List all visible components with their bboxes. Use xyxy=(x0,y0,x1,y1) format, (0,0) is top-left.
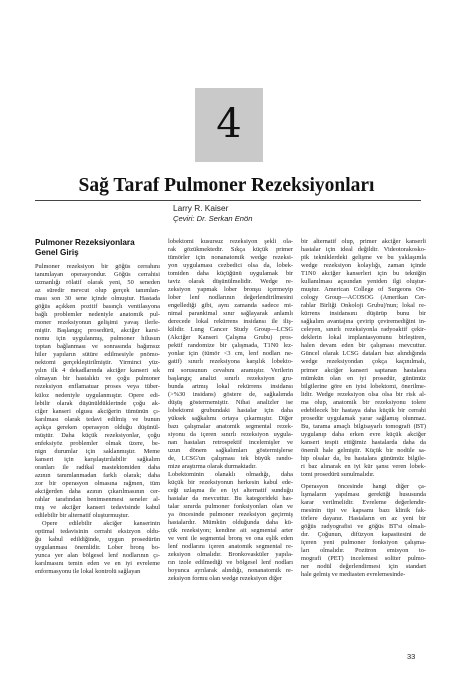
text-line: tomiden daha küçüğünü uygulamak bir xyxy=(168,270,293,278)
text-line: enfeksiyöz problemler olmak üzere, be- xyxy=(35,439,160,447)
text-line: (>%30 insidans) göstere de, sağkalımda xyxy=(168,390,293,398)
text-line: kanseri için karşılaştırılabilir sağkalım xyxy=(35,455,160,463)
text-line: lenf nodlarını içeren anatomik segmental re- xyxy=(168,543,293,551)
text-line: ma olup, anatomik bir rezeksiyonu tolere xyxy=(301,398,426,406)
text-line: ve veni ile segmental bronş ve ona eşlik eden xyxy=(168,535,293,543)
text-line: törlere dayanır. Hastaların en az yeni bir xyxy=(301,515,426,523)
text-line: lobektomi grubundaki hastalar için daha xyxy=(168,406,293,414)
text-line: ner nodül değerlendirmesi için standart xyxy=(301,563,426,571)
page-number: 33 xyxy=(407,652,416,661)
section-heading: Pulmoner Rezeksiyonlara xyxy=(35,238,135,247)
text-line: uygulanması önemlidir. Lober bronş bo- xyxy=(35,544,160,552)
text-line: akciğerden daha azının çıkarılmasının cer- xyxy=(35,487,160,495)
text-line: pik tekniklerdeki gelişme ve bu yaklaşımla xyxy=(301,254,426,262)
text-line: rahlar tarafından benimsenmesi seneler al- xyxy=(35,495,160,503)
text-line: zeksiyon yapmak lober bronşu içermeyip xyxy=(168,286,293,294)
text-line: edilebilir bir alternatif oluşturmuştur. xyxy=(35,511,130,519)
text-line: mi sorusunun cevabını aramıştır. Verilerin xyxy=(168,366,293,374)
chapter-number: 4 xyxy=(216,101,242,147)
text-line: lidir. Wedge rezeksiyon olsa olsa bir risk al- xyxy=(301,390,426,398)
text-line: enformasyonu ile lokal kontrolü sağlayan xyxy=(35,568,141,576)
text-line: yonlar için (tümör <3 cm, lenf nodları ne- xyxy=(168,350,293,358)
text-line: uzun dönem sağkalımları göstermişlerse xyxy=(168,446,293,454)
text-line: mış ve akciğer kanseri tedavisinde kabul xyxy=(35,503,160,511)
text-line: taviz olarak düşünülmelidir. Wedge re- xyxy=(168,278,293,286)
text-line: dır. Çoğunun, difüzyon kapasitesini de xyxy=(301,531,426,539)
text-line: moner rezeksiyonun gelişimi yavaş ilerle- xyxy=(35,319,160,327)
text-line: nomu için uygulanmış, pulmoner hilusun xyxy=(35,335,160,343)
text-line: yılın ilk 4 dekadlarında akciğer kanseri sık xyxy=(35,367,160,375)
text-line: önemli hale gelmiştir. Küçük bir nodüle sa- xyxy=(301,446,426,454)
text-line: lobektomi kusursuz rezeksiyon şekli ola- xyxy=(168,238,293,245)
text-line: lebilir olarak düşünüldüklerinde çoğu ak- xyxy=(35,399,160,407)
text-line: Lobektominin olanaklı olmadığı, daha xyxy=(168,470,293,478)
text-line: kürrens insidansını düşürüp bunu bir xyxy=(301,310,426,318)
text-line: talar sınırda pulmoner fonksiyonları olan ve xyxy=(168,503,293,511)
text-line: açıkça gereken operasyon olduğu düşünül- xyxy=(35,423,160,431)
text-line: wedge rezeksiyondan çokça kaçınılmalı, xyxy=(301,358,426,366)
text-line: olmayan bir hastalıktı ve çoğu pulmoner xyxy=(35,375,160,383)
text-line: çük rezeksiyon; kendine ait segmental arter xyxy=(168,527,293,535)
text-line: (Akciğer Kanseri Çalışma Grubu) pros- xyxy=(168,334,293,342)
text-line: Operasyon öncesinde hangi diğer ça- xyxy=(301,482,426,490)
text-line: ri baz alınarak en iyi kür şansı veren lobek- xyxy=(301,462,426,470)
text-line: hip olsalar da, bu hastalara günümüz bilgile- xyxy=(301,454,426,462)
text-line: az süredir mevcut olup gerçek tanımlan- xyxy=(35,287,160,295)
text-line: T1N0 akciğer kanserleri için bu tekniğin xyxy=(301,270,426,278)
text-line: bilgilerine göre en iyisi lobektomi, önerilme- xyxy=(301,382,426,390)
text-line: ları olmalıdır. Pozitron emisyon to- xyxy=(301,547,426,555)
text-line: ya öncesinde pulmoner rezeksiyon geçirmiş xyxy=(168,511,293,519)
text-line: nektomi gerçekleştirilmiştir. Yirminci yüz- xyxy=(35,359,160,367)
text-line: kullanılması açısından yeniden ilgi oluştur- xyxy=(301,278,426,286)
author: Larry R. Kaiser xyxy=(173,203,229,213)
text-line: tanımlayan operasyondur. Göğüs cerrahisi xyxy=(35,271,160,279)
text-line: boyunca ayrılarak alındığı, nonanatomik re- xyxy=(168,567,293,575)
text-line: mografi (PET) incelemesi soliter pulmo- xyxy=(301,555,426,563)
text-line: göğüs radyografisi ve göğüs BT'si olmalı- xyxy=(301,523,426,531)
text-line: nign durumlar için saklanmıştır. Meme xyxy=(35,447,160,455)
text-line: küçük bir rezeksiyonun herkesin kabul ede- xyxy=(168,478,293,486)
text-line: de, LCSG'un çalışması tek büyük rando- xyxy=(168,454,293,462)
text-line: lober lenf nodlarının değerlendirilmesini xyxy=(168,294,293,302)
text-line: mize araştırma olarak durmaktadır. xyxy=(168,462,257,470)
text-line: Pulmoner rezeksiyon bir göğüs cerrahını xyxy=(35,263,160,270)
text-line: rezeksiyon enflamatuar proses veya tüber- xyxy=(35,383,160,391)
text-line: karılması olarak tedavi edilmiş ve bunun xyxy=(35,415,160,423)
text-line: küloz nedeniyle uygulanmıştır. Opere edi- xyxy=(35,391,160,399)
text-line: miştir. Başlangıç prosedürü, akciğer karsi- xyxy=(35,327,160,335)
text-line: mümkün olan en iyi prosedür, günümüz xyxy=(301,374,426,382)
text-line: hiler yapıların sütüre edilmesiyle pnömo- xyxy=(35,351,160,359)
text-line: siyonu da içeren sınırlı rezeksiyon uygula- xyxy=(168,430,293,438)
translator: Çeviri: Dr. Serkan Enön xyxy=(173,214,253,223)
text-line: mesinin tipi ve kapsamı bazı klinik fak- xyxy=(301,507,426,515)
text-line: zeksiyon olmalıdır. Bronkovasküler yapıla- xyxy=(168,551,293,559)
text-line: optimal tedavisinin cerrahi eksizyon oldu- xyxy=(35,528,160,536)
text-line: rahlar Birliği Onkoloji Grubu)'nun; lokal re- xyxy=(301,302,426,310)
text-line: tümörler için nonanatomik wedge rezeksi- xyxy=(168,254,293,262)
text-line: bir alternatif olup, primer akciğer kanserli xyxy=(301,238,426,245)
text-line: halen devam eden bir çalışması mevcuttur. xyxy=(301,342,426,350)
text-line: yon uygulaması cezbedici olsa da, lobek- xyxy=(168,262,293,270)
text-line: başlangıç analizi sınırlı rezeksiyon gru- xyxy=(168,374,293,382)
text-line: celeyen, sınırlı rezeksiyonla radyoaktif çekir- xyxy=(301,326,426,334)
text-line: muştur. American College of Surgeons On- xyxy=(301,286,426,294)
column-1-body xyxy=(35,263,160,576)
text-line: cology Group—ACOSOG (Amerikan Cer- xyxy=(301,294,426,302)
text-line: hastalardır. Mümkün olduğunda daha kü- xyxy=(168,519,293,527)
text-line: bazı çalışmalar anatomik segmental rezek- xyxy=(168,422,293,430)
title-rule xyxy=(35,200,421,201)
text-line: hale gelmiş ve mediasten evrelemesinde- xyxy=(301,571,406,579)
text-line: ması son 30 sene içinde olmuştur. Hastada xyxy=(35,295,160,303)
text-column-3 xyxy=(301,238,426,579)
text-column-2 xyxy=(168,238,293,583)
text-column-1 xyxy=(35,238,160,576)
text-line: prosedür uygulamak yarar sağlamış olunmaz. xyxy=(301,414,426,422)
text-line: pektif randomize bir çalışmada, T1N0 lez- xyxy=(168,342,293,350)
text-line: tomi prosedürü sunulmalıdır. xyxy=(301,470,375,478)
text-line: nimal parankimal sınır sağlayarak anlamlı xyxy=(168,310,293,318)
text-line: wedge rezeksiyon kolaylığı, zaman içinde xyxy=(301,262,426,270)
text-line: içeren yeni pulmoner fonksiyon çalışma- xyxy=(301,539,426,547)
text-line: bunda artmış lokal rekürrens insidansı xyxy=(168,382,293,390)
text-line: edebilecek bir hastaya daha küçük bir cerrahi xyxy=(301,406,426,414)
text-line: gatif) sınırlı rezeksiyona karşılık lobekto- xyxy=(168,358,293,366)
text-line: rak gözükmektedir. Sıkça küçük primer xyxy=(168,246,293,254)
text-line: kilidir. Lung Cancer Study Group—LCSG xyxy=(168,326,293,334)
text-line: kanseri tespit ettiğimiz hastalarda daha da xyxy=(301,438,426,446)
text-line: zeksiyon formu olan wedge rezeksiyon diğer xyxy=(168,575,282,583)
text-line: ciğer kanseri olgusu akciğerin tümünün çı- xyxy=(35,407,160,415)
text-line: deklerin lokal implantasyonunu birleştiren, xyxy=(301,334,426,342)
text-line: engellediği gibi, aynı zamanda sadece mi- xyxy=(168,302,293,310)
text-line: sağkalım avantajına çevirip çeviremediğini in- xyxy=(301,318,426,326)
text-line: uzmanlığı rölatif olarak yeni, 50 seneden xyxy=(35,279,160,287)
text-line: yüksek sağkalımı ortaya çıkarmıştır. Diğer xyxy=(168,414,293,422)
text-line: azının tanımlanmadan farklı olarak; daha xyxy=(35,471,160,479)
text-line: bağlı problemler nedeniyle anatomik pul- xyxy=(35,311,160,319)
text-line: düşüş göstermemiştir. Nihai analizler ise xyxy=(168,398,293,406)
text-line: rın izole edilmediği ve bölgesel lenf nodları xyxy=(168,559,293,567)
text-line: oranları ile radikal mastektomiden daha xyxy=(35,463,160,471)
text-line: zor bir operasyon olmasına rağmen, tüm xyxy=(35,479,160,487)
text-line: karılmasını temin eden ve en iyi evreleme xyxy=(35,560,160,568)
text-line: Güncel olarak LCSG dataları baz alındığında xyxy=(301,350,426,358)
text-line: uygulanıp daha erken evre küçük akciğer xyxy=(301,430,426,438)
text-line: ğu kabul edildiğinde, uygun prosedürün xyxy=(35,536,160,544)
text-line: nan hastaları retrospektif incelemişler ve xyxy=(168,438,293,446)
text-line: primer akciğer kanseri saptanan hastalara xyxy=(301,366,426,374)
text-line: derecede lokal rekürrens insidansı ile iliş- xyxy=(168,318,293,326)
text-line: müştür. Daha küçük rezeksiyonlar, çoğu xyxy=(35,431,160,439)
text-line: hastalar için ideal değildir. Videotorakosko- xyxy=(301,246,426,254)
text-line: Bu, tarama amaçlı bilgisayarlı tomografi (BT) xyxy=(301,422,426,430)
text-line: lışmaların yapılması gerektiği hususunda xyxy=(301,490,426,498)
chapter-title: Sağ Taraf Pulmoner Rezeksiyonları xyxy=(78,175,375,196)
text-line: hastalar da mevcuttur. Bu kategorideki has- xyxy=(168,495,293,502)
section-heading: Genel Giriş xyxy=(35,248,79,257)
text-line: göğüs açıkken pozitif basınçlı ventilasyona xyxy=(35,303,160,311)
text-line: karar verilmelidir. Evreleme değerlendir- xyxy=(301,499,426,506)
text-line: yunca yer alan bölgesel lenf nodlarının çı- xyxy=(35,552,160,560)
text-line: toptan bağlanması ve sonrasında bağımsız xyxy=(35,343,160,351)
text-line: Opere edilebilir akciğer kanserinin xyxy=(42,520,160,527)
text-line: ceği uzlaşma ile en iyi alternatif sunduğu xyxy=(168,486,293,494)
